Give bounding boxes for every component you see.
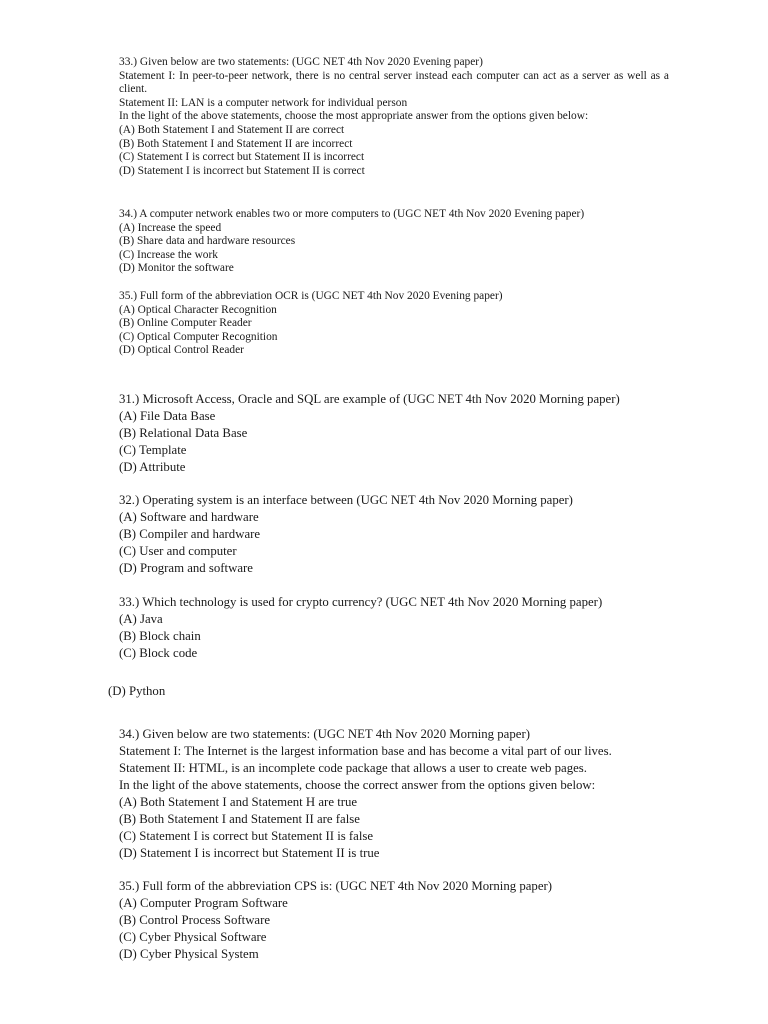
statement-1: Statement I: In peer-to-peer network, there is no central server instead each computer can act as a server as well as a client.: [119, 69, 669, 96]
option-c: (C) Increase the work: [119, 248, 218, 261]
option-d: (D) Monitor the software: [119, 262, 234, 275]
option-a: (A) Optical Character Recognition: [119, 303, 277, 316]
question-text: 34.) A computer network enables two or more computers to (UGC NET 4th Nov 2020 Evening paper): [119, 208, 585, 220]
option-a: (A) Increase the speed: [119, 221, 222, 234]
option-d: (D) Cyber Physical System: [119, 947, 259, 961]
question-35-evening: [119, 290, 669, 358]
option-a: (A) Both Statement I and Statement II are correct: [119, 123, 345, 136]
option-b: (B) Relational Data Base: [119, 426, 248, 440]
option-b: (B) Both Statement I and Statement II are incorrect: [119, 137, 353, 150]
option-c: (C) Statement I is correct but Statement II is incorrect: [119, 151, 365, 164]
option-d: (D) Statement I is incorrect but Statement II is true: [119, 846, 380, 860]
question-text: 31.) Microsoft Access, Oracle and SQL are example of (UGC NET 4th Nov 2020 Morning paper): [119, 392, 620, 406]
option-c: (C) User and computer: [119, 544, 237, 558]
statement-2: Statement II: HTML, is an incomplete code package that allows a user to create web pages.: [119, 761, 587, 775]
option-d: (D) Attribute: [119, 460, 186, 474]
option-b: (B) Online Computer Reader: [119, 317, 252, 330]
question-33-morning: [119, 594, 669, 662]
option-d: (D) Statement I is incorrect but Statement II is correct: [119, 164, 365, 177]
question-text: 32.) Operating system is an interface between (UGC NET 4th Nov 2020 Morning paper): [119, 493, 573, 507]
option-a: (A) Java: [119, 612, 163, 626]
question-text: 34.) Given below are two statements: (UGC NET 4th Nov 2020 Morning paper): [119, 727, 530, 741]
option-b: (B) Block chain: [119, 629, 201, 643]
question-34-evening: [119, 208, 669, 276]
question-text: 35.) Full form of the abbreviation OCR is (UGC NET 4th Nov 2020 Evening paper): [119, 290, 503, 302]
option-b: (B) Control Process Software: [119, 913, 271, 927]
instruction-text: In the light of the above statements, choose the most appropriate answer from the options given below:: [119, 110, 589, 123]
option-c: (C) Template: [119, 443, 187, 457]
question-text: 35.) Full form of the abbreviation CPS is: (UGC NET 4th Nov 2020 Morning paper): [119, 879, 553, 893]
question-31-morning: [119, 391, 669, 476]
question-text: 33.) Which technology is used for crypto currency? (UGC NET 4th Nov 2020 Morning paper): [119, 595, 603, 609]
question-text: 33.) Given below are two statements: (UGC NET 4th Nov 2020 Evening paper): [119, 56, 483, 68]
question-32-morning: [119, 492, 669, 577]
option-a: (A) Computer Program Software: [119, 896, 288, 910]
option-b: (B) Both Statement I and Statement II are false: [119, 812, 360, 826]
option-d: (D) Program and software: [119, 561, 253, 575]
question-35-morning: [119, 878, 669, 963]
option-c: (C) Block code: [119, 646, 198, 660]
option-c: (C) Optical Computer Recognition: [119, 330, 278, 343]
option-b: (B) Share data and hardware resources: [119, 235, 296, 248]
statement-2: Statement II: LAN is a computer network for individual person: [119, 96, 408, 109]
instruction-text: In the light of the above statements, choose the correct answer from the options given below:: [119, 778, 596, 792]
option-c: (C) Cyber Physical Software: [119, 930, 267, 944]
option-d: (D) Optical Control Reader: [119, 344, 244, 357]
option-c: (C) Statement I is correct but Statement II is false: [119, 829, 374, 843]
option-b: (B) Compiler and hardware: [119, 527, 261, 541]
option-d-python: (D) Python: [108, 684, 166, 698]
option-a: (A) Both Statement I and Statement H are true: [119, 795, 358, 809]
question-34-morning: [119, 726, 669, 862]
question-33-evening: [119, 56, 669, 178]
option-a: (A) File Data Base: [119, 409, 216, 423]
option-a: (A) Software and hardware: [119, 510, 259, 524]
statement-1: Statement I: The Internet is the largest information base and has become a vital part of our lives.: [119, 744, 612, 758]
